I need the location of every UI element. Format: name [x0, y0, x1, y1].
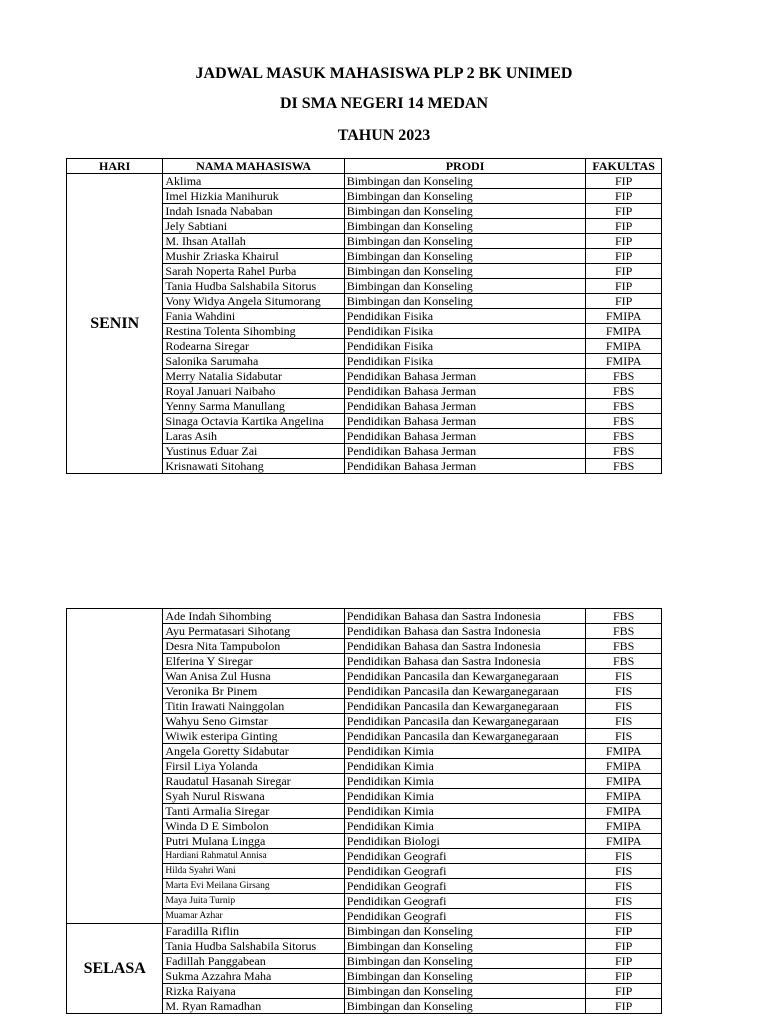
study-program-cell: Pendidikan Kimia — [344, 774, 586, 789]
faculty-cell: FBS — [586, 429, 662, 444]
schedule-table-senin — [66, 158, 662, 474]
faculty-cell: FBS — [586, 624, 662, 639]
faculty-cell: FBS — [586, 369, 662, 384]
student-name-cell: Tania Hudba Salshabila Sitorus — [163, 279, 344, 294]
student-name-cell: Jely Sabtiani — [163, 219, 344, 234]
study-program-cell: Pendidikan Geografi — [344, 879, 586, 894]
study-program-cell: Pendidikan Pancasila dan Kewarganegaraan — [344, 669, 586, 684]
student-name-cell: Indah Isnada Nababan — [163, 204, 344, 219]
student-name-cell: Yustinus Eduar Zai — [163, 444, 344, 459]
faculty-cell: FIP — [586, 999, 662, 1014]
study-program-cell: Pendidikan Kimia — [344, 804, 586, 819]
study-program-cell: Bimbingan dan Konseling — [344, 264, 586, 279]
student-name-cell: Ade Indah Sihombing — [163, 609, 344, 624]
study-program-cell: Bimbingan dan Konseling — [344, 279, 586, 294]
faculty-cell: FIP — [586, 249, 662, 264]
faculty-cell: FIS — [586, 909, 662, 924]
faculty-cell: FIS — [586, 894, 662, 909]
header-nama: NAMA MAHASISWA — [163, 159, 344, 174]
faculty-cell: FIS — [586, 729, 662, 744]
study-program-cell: Pendidikan Kimia — [344, 819, 586, 834]
faculty-cell: FBS — [586, 609, 662, 624]
student-name-cell: Hilda Syahri Wani — [163, 864, 344, 879]
header-prodi: PRODI — [344, 159, 586, 174]
study-program-cell: Pendidikan Bahasa Jerman — [344, 429, 586, 444]
study-program-cell: Bimbingan dan Konseling — [344, 999, 586, 1014]
faculty-cell: FMIPA — [586, 744, 662, 759]
faculty-cell: FIS — [586, 699, 662, 714]
faculty-cell: FIS — [586, 684, 662, 699]
faculty-cell: FIP — [586, 954, 662, 969]
table-row — [67, 174, 662, 189]
faculty-cell: FIS — [586, 669, 662, 684]
student-name-cell: Fania Wahdini — [163, 309, 344, 324]
student-name-cell: Wiwik esteripa Ginting — [163, 729, 344, 744]
faculty-cell: FIP — [586, 969, 662, 984]
study-program-cell: Pendidikan Geografi — [344, 894, 586, 909]
schedule-table-continued — [66, 608, 662, 1014]
study-program-cell: Pendidikan Fisika — [344, 309, 586, 324]
study-program-cell: Bimbingan dan Konseling — [344, 294, 586, 309]
student-name-cell: Sarah Noperta Rahel Purba — [163, 264, 344, 279]
student-name-cell: Syah Nurul Riswana — [163, 789, 344, 804]
day-cell: SENIN — [67, 174, 163, 474]
study-program-cell: Bimbingan dan Konseling — [344, 924, 586, 939]
document-title — [0, 66, 768, 144]
faculty-cell: FIP — [586, 294, 662, 309]
student-name-cell: Sinaga Octavia Kartika Angelina — [163, 414, 344, 429]
table-row — [67, 609, 662, 624]
faculty-cell: FMIPA — [586, 324, 662, 339]
student-name-cell: Wan Anisa Zul Husna — [163, 669, 344, 684]
faculty-cell: FBS — [586, 384, 662, 399]
student-name-cell: Yenny Sarma Manullang — [163, 399, 344, 414]
study-program-cell: Pendidikan Fisika — [344, 339, 586, 354]
study-program-cell: Pendidikan Bahasa Jerman — [344, 384, 586, 399]
study-program-cell: Bimbingan dan Konseling — [344, 249, 586, 264]
student-name-cell: Titin Irawati Nainggolan — [163, 699, 344, 714]
faculty-cell: FIP — [586, 924, 662, 939]
student-name-cell: Elferina Y Siregar — [163, 654, 344, 669]
student-name-cell: Laras Asih — [163, 429, 344, 444]
faculty-cell: FIP — [586, 279, 662, 294]
faculty-cell: FIP — [586, 189, 662, 204]
student-name-cell: M. Ihsan Atallah — [163, 234, 344, 249]
student-name-cell: Fadillah Panggabean — [163, 954, 344, 969]
header-hari: HARI — [67, 159, 163, 174]
study-program-cell: Bimbingan dan Konseling — [344, 219, 586, 234]
study-program-cell: Pendidikan Bahasa Jerman — [344, 444, 586, 459]
student-name-cell: Merry Natalia Sidabutar — [163, 369, 344, 384]
student-name-cell: Maya Juita Turnip — [163, 894, 344, 909]
faculty-cell: FIS — [586, 879, 662, 894]
study-program-cell: Bimbingan dan Konseling — [344, 204, 586, 219]
table-row — [67, 924, 662, 939]
faculty-cell: FMIPA — [586, 774, 662, 789]
student-name-cell: Rizka Raiyana — [163, 984, 344, 999]
study-program-cell: Pendidikan Geografi — [344, 909, 586, 924]
study-program-cell: Pendidikan Geografi — [344, 864, 586, 879]
student-name-cell: Tania Hudba Salshabila Sitorus — [163, 939, 344, 954]
faculty-cell: FMIPA — [586, 339, 662, 354]
study-program-cell: Pendidikan Bahasa Jerman — [344, 399, 586, 414]
study-program-cell: Pendidikan Bahasa dan Sastra Indonesia — [344, 609, 586, 624]
student-name-cell: Salonika Sarumaha — [163, 354, 344, 369]
student-name-cell: M. Ryan Ramadhan — [163, 999, 344, 1014]
student-name-cell: Tanti Armalia Siregar — [163, 804, 344, 819]
study-program-cell: Pendidikan Bahasa dan Sastra Indonesia — [344, 654, 586, 669]
faculty-cell: FMIPA — [586, 354, 662, 369]
study-program-cell: Bimbingan dan Konseling — [344, 174, 586, 189]
student-name-cell: Vony Widya Angela Situmorang — [163, 294, 344, 309]
student-name-cell: Aklima — [163, 174, 344, 189]
student-name-cell: Angela Goretty Sidabutar — [163, 744, 344, 759]
student-name-cell: Winda D E Simbolon — [163, 819, 344, 834]
faculty-cell: FBS — [586, 654, 662, 669]
student-name-cell: Restina Tolenta Sihombing — [163, 324, 344, 339]
study-program-cell: Pendidikan Pancasila dan Kewarganegaraan — [344, 714, 586, 729]
faculty-cell: FIS — [586, 714, 662, 729]
faculty-cell: FBS — [586, 399, 662, 414]
student-name-cell: Putri Mulana Lingga — [163, 834, 344, 849]
faculty-cell: FIP — [586, 984, 662, 999]
faculty-cell: FBS — [586, 459, 662, 474]
faculty-cell: FBS — [586, 444, 662, 459]
faculty-cell: FMIPA — [586, 789, 662, 804]
title-line-1: JADWAL MASUK MAHASISWA PLP 2 BK UNIMED — [195, 65, 573, 82]
student-name-cell: Marta Evi Meilana Girsang — [163, 879, 344, 894]
title-line-3: TAHUN 2023 — [337, 127, 431, 144]
study-program-cell: Bimbingan dan Konseling — [344, 189, 586, 204]
student-name-cell: Royal Januari Naibaho — [163, 384, 344, 399]
faculty-cell: FIS — [586, 864, 662, 879]
title-line-2: DI SMA NEGERI 14 MEDAN — [279, 95, 488, 112]
faculty-cell: FMIPA — [586, 804, 662, 819]
faculty-cell: FIP — [586, 234, 662, 249]
faculty-cell: FIS — [586, 849, 662, 864]
study-program-cell: Pendidikan Geografi — [344, 849, 586, 864]
study-program-cell: Pendidikan Pancasila dan Kewarganegaraan — [344, 699, 586, 714]
study-program-cell: Bimbingan dan Konseling — [344, 954, 586, 969]
study-program-cell: Pendidikan Kimia — [344, 789, 586, 804]
student-name-cell: Hardiani Rahmatul Annisa — [163, 849, 344, 864]
student-name-cell: Raudatul Hasanah Siregar — [163, 774, 344, 789]
faculty-cell: FMIPA — [586, 759, 662, 774]
faculty-cell: FBS — [586, 639, 662, 654]
study-program-cell: Bimbingan dan Konseling — [344, 969, 586, 984]
student-name-cell: Rodearna Siregar — [163, 339, 344, 354]
student-name-cell: Muamar Azhar — [163, 909, 344, 924]
study-program-cell: Pendidikan Biologi — [344, 834, 586, 849]
header-fakultas: FAKULTAS — [586, 159, 662, 174]
header-row — [67, 159, 662, 174]
faculty-cell: FIP — [586, 939, 662, 954]
study-program-cell: Pendidikan Bahasa dan Sastra Indonesia — [344, 639, 586, 654]
study-program-cell: Pendidikan Fisika — [344, 324, 586, 339]
student-name-cell: Wahyu Seno Gimstar — [163, 714, 344, 729]
study-program-cell: Pendidikan Kimia — [344, 759, 586, 774]
study-program-cell: Pendidikan Kimia — [344, 744, 586, 759]
student-name-cell: Desra Nita Tampubolon — [163, 639, 344, 654]
student-name-cell: Sukma Azzahra Maha — [163, 969, 344, 984]
study-program-cell: Pendidikan Pancasila dan Kewarganegaraan — [344, 684, 586, 699]
study-program-cell: Bimbingan dan Konseling — [344, 984, 586, 999]
student-name-cell: Ayu Permatasari Sihotang — [163, 624, 344, 639]
study-program-cell: Pendidikan Bahasa Jerman — [344, 414, 586, 429]
study-program-cell: Pendidikan Bahasa dan Sastra Indonesia — [344, 624, 586, 639]
faculty-cell: FIP — [586, 264, 662, 279]
student-name-cell: Firsil Liya Yolanda — [163, 759, 344, 774]
study-program-cell: Bimbingan dan Konseling — [344, 939, 586, 954]
student-name-cell: Krisnawati Sitohang — [163, 459, 344, 474]
study-program-cell: Pendidikan Pancasila dan Kewarganegaraan — [344, 729, 586, 744]
faculty-cell: FBS — [586, 414, 662, 429]
faculty-cell: FIP — [586, 174, 662, 189]
student-name-cell: Faradilla Riflin — [163, 924, 344, 939]
student-name-cell: Mushir Zriaska Khairul — [163, 249, 344, 264]
study-program-cell: Pendidikan Bahasa Jerman — [344, 459, 586, 474]
day-cell — [67, 609, 163, 924]
faculty-cell: FMIPA — [586, 819, 662, 834]
study-program-cell: Bimbingan dan Konseling — [344, 234, 586, 249]
day-cell: SELASA — [67, 924, 163, 1014]
student-name-cell: Veronika Br Pinem — [163, 684, 344, 699]
faculty-cell: FMIPA — [586, 309, 662, 324]
study-program-cell: Pendidikan Bahasa Jerman — [344, 369, 586, 384]
faculty-cell: FMIPA — [586, 834, 662, 849]
student-name-cell: Imel Hizkia Manihuruk — [163, 189, 344, 204]
faculty-cell: FIP — [586, 204, 662, 219]
study-program-cell: Pendidikan Fisika — [344, 354, 586, 369]
faculty-cell: FIP — [586, 219, 662, 234]
